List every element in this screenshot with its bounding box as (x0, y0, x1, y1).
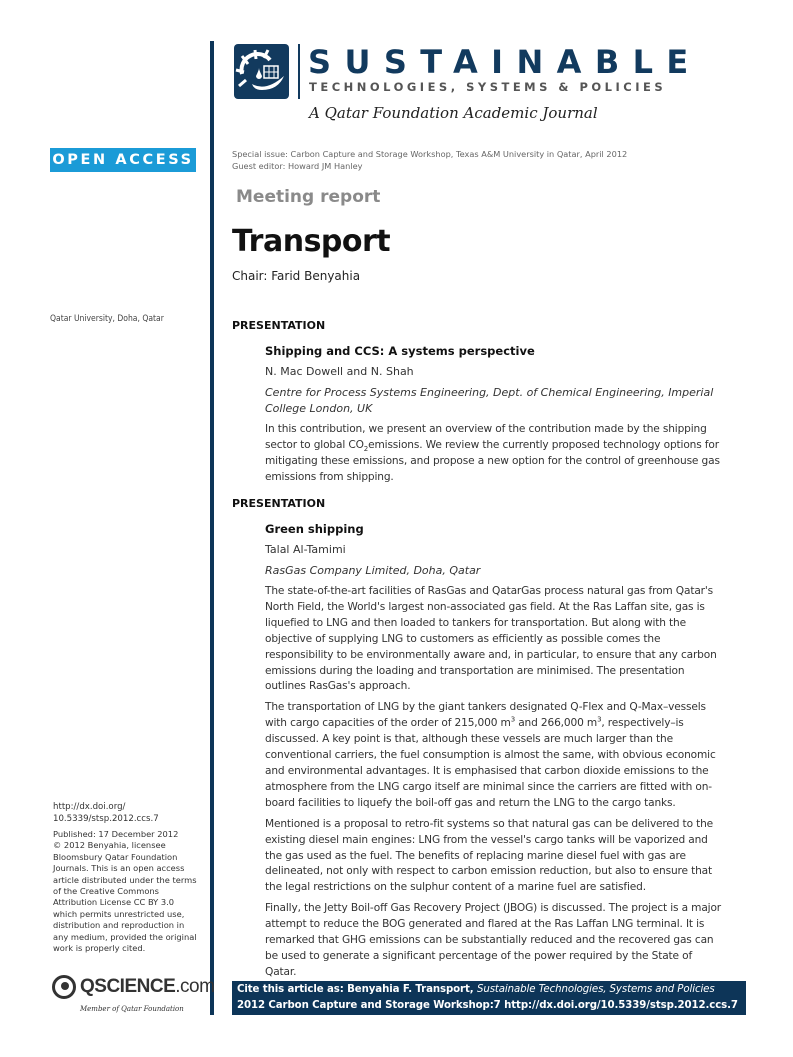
journal-title: SUSTAINABLE (308, 43, 702, 81)
author-affiliation: Qatar University, Doha, Qatar (50, 314, 164, 324)
published-date: Published: 17 December 2012 (53, 829, 179, 839)
presentation-paragraph: Mentioned is a proposal to retro-fit systems so that natural gas can be delivered to the existing diesel main engines: LNG from the vessel's cargo tanks will be vaporized and the gas used as the fuel. The benefits of replacing marine diesel fuel with gas are delineated, not only with respect to carbon emission reduction, but also to ensure that the legal restrictions on the sulphur content of a marine fuel are satisfied. (265, 817, 714, 894)
doi-line-2: 10.5339/stsp.2012.ccs.7 (53, 813, 159, 824)
license-line: distribution and reproduction in (53, 920, 185, 931)
license-line: of the Creative Commons (53, 886, 159, 897)
citation-line-2[interactable]: 2012 Carbon Capture and Storage Workshop:7 http://dx.doi.org/10.5339/stsp.2012.ccs.7 (237, 999, 738, 1011)
guest-editor: Guest editor: Howard JM Hanley (232, 160, 363, 171)
citation-box (232, 981, 746, 1015)
presentation-authors: Talal Al-Tamimi (265, 543, 346, 556)
presentation-paragraph: The state-of-the-art facilities of RasGas and QatarGas process natural gas from Qatar's North Field, the World's largest non-associated gas field. At the Ras Laffan site, gas is liquefied to LNG and then loaded to tankers for transportation. But along with the objective of supplying LNG to customers as efficiently as possible comes the responsibility to be environmentally aware and, in particular, to ensure that any carbon emissions during the loading and transportation are minimised. The presentation outlines RasGas's approach. (265, 585, 717, 693)
presentation-authors: N. Mac Dowell and N. Shah (265, 365, 414, 378)
special-issue: Special issue: Carbon Capture and Storage Workshop, Texas A&M University in Qatar, April 2012 (232, 149, 628, 159)
doi-link[interactable] (53, 802, 203, 825)
doi-line-1: http://dx.doi.org/ (53, 802, 126, 812)
presentation-paragraph: Finally, the Jetty Boil-off Gas Recovery Project (JBOG) is discussed. The project is a major attempt to reduce the BOG generated and flared at the Ras Laffan LNG terminal. It is remarked that GHG emissions can be substantially reduced and the recovered gas can be used to generate a significant percentage of the power required by the State of Qatar. (265, 902, 721, 978)
presentation-title: Shipping and CCS: A systems perspective (265, 344, 535, 358)
license-line: © 2012 Benyahia, licensee (53, 840, 166, 851)
presentation-paragraph: The transportation of LNG by the giant tankers designated Q-Flex and Q-Max–vessels with cargo capacities of the order of 215,000 $m^3$ and 266,000 $m^3$, respectively–is discussed. A key point is that, although these vessels are much larger than the conventional carriers, the fuel consumption is almost the same, with obvious economic and environmental advantages. It is emphasised that carbon dioxide emissions to the atmosphere from the LNG cargo itself are minimal since the carriers are fitted with on-board facilities to liquefy the boil-off gas and return the LNG to the cargo tanks. (265, 701, 716, 809)
section-label: PRESENTATION (232, 319, 326, 332)
journal-logo-icon (234, 44, 289, 99)
chair-line: Chair: Farid Benyahia (232, 269, 361, 283)
qscience-logo[interactable] (52, 975, 214, 999)
open-access-badge: OPEN ACCESS (50, 148, 196, 172)
license-line: Bloomsbury Qatar Foundation (53, 851, 178, 862)
license-line: Journals. This is an open access (53, 863, 185, 874)
presentation-title: Green shipping (265, 522, 364, 536)
presentation-1 (265, 344, 725, 491)
presentation-affiliation: RasGas Company Limited, Doha, Qatar (265, 564, 481, 577)
vertical-divider (210, 41, 214, 1015)
license-line: which permits unrestricted use, (53, 908, 185, 919)
qscience-member-text: Member of Qatar Foundation (80, 1005, 184, 1013)
presentation-abstract: In this contribution, we present an overview of the contribution made by the shipping sector to global $CO_2emissions$. We review the currently proposed technology options for mitigating these emissions, and propose a new option for the control of greenhouse gas emissions from shipping. (265, 423, 720, 483)
logo-separator (298, 44, 300, 99)
page-title: Transport (232, 224, 391, 259)
article-type: Meeting report (236, 187, 381, 207)
citation-line-1: Cite this article as: Benyahia F. Transport, Sustainable Technologies, Systems and Policies (237, 984, 715, 995)
license-line: Attribution License CC BY 3.0 (53, 897, 175, 908)
journal-tagline: A Qatar Foundation Academic Journal (309, 104, 598, 122)
license-line: article distributed under the terms (53, 874, 197, 885)
section-label: PRESENTATION (232, 497, 326, 510)
qscience-icon (52, 975, 76, 999)
special-issue-info (232, 149, 627, 172)
presentation-affiliation: Centre for Process Systems Engineering, Dept. of Chemical Engineering, Imperial College London, UK (265, 386, 714, 415)
qscience-suffix: .com (175, 976, 215, 997)
qscience-name: QSCIENCE (80, 976, 176, 997)
journal-subtitle: TECHNOLOGIES, SYSTEMS & POLICIES (309, 80, 667, 94)
presentation-2 (265, 522, 725, 986)
license-line: any medium, provided the original (53, 931, 197, 942)
license-line: work is properly cited. (53, 943, 146, 954)
license-block (53, 829, 203, 954)
